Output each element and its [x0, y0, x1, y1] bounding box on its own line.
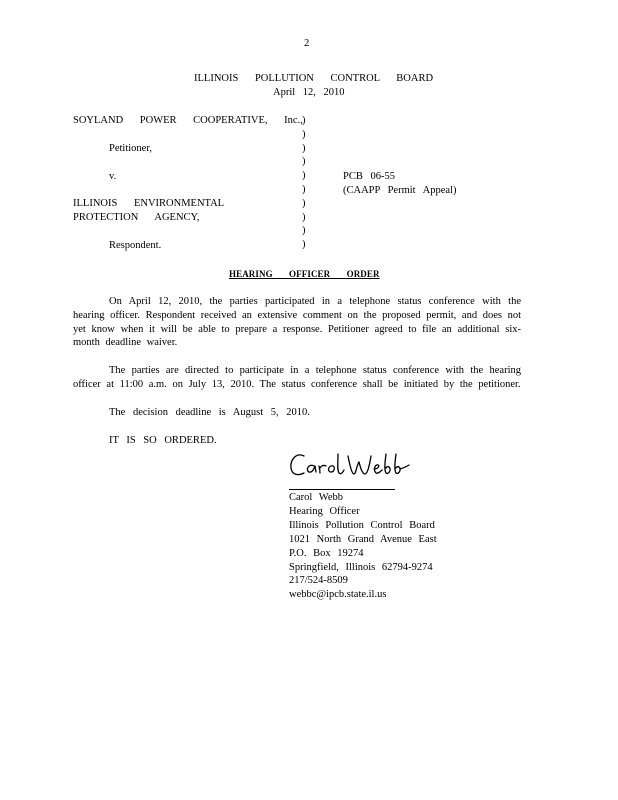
versus: v.	[109, 171, 117, 182]
signer-organization: Illinois Pollution Control Board	[289, 519, 435, 531]
paragraph-4: IT IS SO ORDERED.	[109, 435, 217, 446]
caption-parentheses: ) ) ) ) ) ) ) ) ) )	[302, 115, 306, 251]
signature-line	[289, 489, 395, 490]
respondent-line-2: PROTECTION AGENCY,	[73, 212, 200, 223]
signer-email[interactable]: webbc@ipcb.state.il.us	[289, 589, 387, 601]
paragraph-1: On April 12, 2010, the parties participated in a telephone status conference with the hearing officer. Respondent received an extensive comment on the proposed permit, and does not yet know when it will be able to prepare a response. Petitioner agreed to file an additional six-month deadline waiver.	[73, 296, 521, 349]
signer-po-box: P.O. Box 19274	[289, 547, 364, 559]
handwritten-signature	[288, 448, 414, 484]
signer-phone: 217/524-8509	[289, 575, 348, 587]
paragraph-3: The decision deadline is August 5, 2010.	[109, 407, 310, 418]
order-date: April 12, 2010	[273, 87, 345, 98]
case-type: (CAAPP Permit Appeal)	[343, 185, 457, 196]
page-number: 2	[304, 38, 310, 49]
signer-city: Springfield, Illinois 62794-9274	[289, 561, 433, 573]
signer-title: Hearing Officer	[289, 505, 360, 517]
paragraph-2: The parties are directed to participate in a telephone status conference with the hearing officer at 11:00 a.m. on July 13, 2010. The status conference shall be initiated by the petitioner.	[73, 365, 521, 390]
signer-name: Carol Webb	[289, 492, 343, 503]
signature-block	[289, 491, 437, 602]
board-name: ILLINOIS POLLUTION CONTROL BOARD	[194, 73, 434, 84]
order-title: HEARING OFFICER ORDER	[229, 269, 380, 279]
respondent-line-1: ILLINOIS ENVIRONMENTAL	[73, 198, 225, 209]
petitioner-name: SOYLAND POWER COOPERATIVE, Inc.,	[73, 115, 303, 126]
signer-street: 1021 North Grand Avenue East	[289, 533, 437, 545]
case-number: PCB 06-55	[343, 171, 395, 182]
respondent-role: Respondent.	[109, 240, 162, 251]
petitioner-role: Petitioner,	[109, 143, 153, 154]
